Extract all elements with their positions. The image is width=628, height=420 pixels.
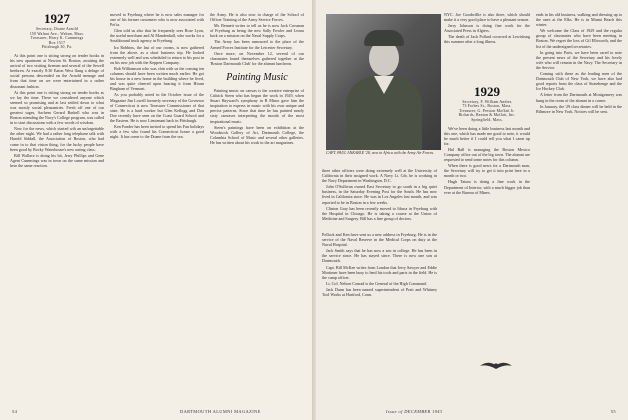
article-paragraph: Glen told us also that he frequently sees Rose Lyon, the useful merchant and Al Mandenhall, who works for a Southbound truck agency in Fryeburg.: [110, 28, 204, 44]
article-paragraph: In January, the '29 class dinner will be held in the Biltmore in New York. Notices will be sent.: [536, 103, 622, 114]
right-column-d: [536, 12, 622, 352]
officer-line: Treasurer, G. Preston Moffatt Jr.: [459, 108, 515, 113]
officer-line: Secretary, F. William Andres: [462, 99, 512, 104]
article-paragraph: Bill Wallace is doing his bit, Jerry Phillips and Gene Agent Cummings was in town on the same mission and hear the same reaction.: [10, 152, 104, 168]
officer-line: Box 1517: [48, 40, 66, 45]
article-paragraph: Painting music on canvas is the creative enterprise of Caltrick Steen who has begun the work in 1929, when Stuart Hayward's symphony in B Minor gave him the inspiration to express in music with his own unique and precise patterns. Since that time he has painted nearly sixty canvases interpreting the moods of the most inspirational music.: [210, 87, 304, 124]
article-paragraph: John O'Sullivan owned East Secretary to go south in a big quiet business, in the Saturday Evening Post for the South. He has now lived in California since. He was in Los Angeles last month, and was reported to be in Boston in a few weeks.: [322, 184, 437, 205]
article-paragraph: three other officers were doing extremely well at the University of California in their assigned work. A Navy Lt. Cdr, he is working in the Navy Department in Washington, D.C.: [322, 168, 437, 184]
article-paragraph: The Army has been rumoured to the place of the Armed Forces Institute for the Leicester Secretary.: [210, 39, 304, 50]
officer-line: Richards, Benton & Moffatt, Inc.: [458, 113, 516, 118]
article-paragraph: Once more, on November 12, several of our classmates found themselves gathered together at the 'Boston Dartmouth Club' for the alumni luncheon.: [210, 50, 304, 66]
article-paragraph: Hugh Tatum is doing a fine work in the Department of Interior, with a much bigger job than ever at the Bureau of Mines.: [444, 179, 530, 195]
officer-line: 150 Walnut Ave., Wabun, Mass.: [29, 31, 85, 36]
article-paragraph: Bob Williamson who was chin with us the coming ten columns should have been written much earlier. He got his house in a new home in the building where he lived, and was quite cheered upon hearing it from Hiram Bingham of Vermont.: [110, 65, 204, 92]
left-column-2: [110, 12, 204, 407]
officer-line: Pittsburgh 30, Pa.: [41, 45, 73, 50]
article-paragraph: Now for the news, which started wih an unforgettable the other night. We had a rather long telephone talk with Harold Siddall, the Association of Boston, who had come in to that vision thing, for the lucky people have been good by Rocky Waterhouse's new outing class.: [10, 126, 104, 152]
class-year-heading: 1929: [474, 83, 500, 99]
right-column-b: [322, 232, 437, 398]
article-paragraph: moved to Fryeburg where he is now sales manager for one of his former customers who is now associated with Pot'ta.: [110, 12, 204, 28]
page-number-right: 55: [610, 409, 616, 414]
article-paragraph: Lt. Col. Nelson Conrad is the General of the High Command.: [326, 280, 427, 286]
article-paragraph: When there is good news for a Dartmouth man, the Secretary will try to get it into print here in a month or two.: [444, 163, 530, 179]
article-paragraph: Coming with these as the leading men of the Dartmouth Club of New York, we have also had good reports from the class of Stonehenge and the Ice Hockey Club.: [536, 71, 622, 92]
article-paragraph: Pollock and Ken have sent us a new address in Fryeburg. He is in the service of the Naval Reserve in the Medical Corps on duty at the Naval Hospital.: [322, 232, 437, 248]
left-page: [0, 0, 312, 420]
article-paragraph: Steen's paintings have been on exhibition at the Woodstock Gallery of Art, Dartmouth College, the Columbia School of Music and several other galleries. He has written about his work in the art magazines.: [210, 124, 304, 145]
officer-line: 73 Forbes St., Boston, Mass.: [462, 104, 512, 109]
left-column-1: [10, 12, 104, 407]
article-paragraph: Mr. Bennett writes to tell us he is now Jack Crosman of Fryeburg as being the new Sally Fowler and Leona back on a mission on the Naval Supply Corps.: [210, 23, 304, 39]
article-paragraph: We welcome the Class of 1929 and the regular group of classmates who have been meeting in Boston. We regret the loss of Gil Ellsworth, and the list of the undersigned secretaries.: [536, 28, 622, 49]
photo-caption: CAPT. PAUL ANKABLE '28, now in Africa with the Army Air Forces.: [326, 151, 435, 155]
officer-line: Springfield, Mass.: [471, 117, 503, 122]
article-paragraph: Jack Dunn has been named superintendent of Pratt and Whitney Tool Works at Hartford, Conn.: [322, 286, 437, 298]
issue-date-footer: Issue of DECEMBER 1943: [386, 409, 443, 414]
article-paragraph: the Army. He is also now in charge of the School of Officer Training of the Army Service Forces.: [210, 12, 304, 23]
eagle-ornament-icon: [478, 360, 514, 372]
article-paragraph: Clinton Gray has been recently moved to Ithaca in Fryeburg with the Hospital in Chicago. He is taking a course at the Union of Medicine and Surgery. Bill has a fine group of doctors.: [322, 205, 437, 221]
class-year-heading: 1927: [44, 12, 70, 26]
article-paragraph: At this point one is sitting strong on tender hooks in his new apartment at Newton St. Boston, awaiting the arrival of two visiting firemen and several of the Sewell brethren. At exactly 8:30 Eaton West flung a deluge of social persons descended on the Arnold menage and from that time on we were entertained in a rather dissonant fashion.: [10, 52, 104, 89]
officer-line: Treasurer, Harry K. Cummings: [30, 36, 84, 41]
article-paragraph: We've been doing a little business last month and this one, which has made me good to note, it would be much better if I could tell you what I came up for.: [444, 125, 530, 146]
class-officers: [444, 100, 530, 123]
article-paragraph: As you probably noted in the October issue of the Magazine Jim Lowell formerly secretary of the Governor of Connecticut is now Treasurer Commissioner of that state. He is a hard worker but Glen Kellogg and Don Doe recently have seen on the Coast Guard School and the Eastern. He is now Lieutenant back in Pittsburgh.: [110, 92, 204, 123]
article-paragraph: Jack Smith says that he has now a son in college. He has been in the service since. He has stayed since. There is now one son at Dartmouth.: [322, 248, 437, 264]
magazine-title-footer: DARTMOUTH ALUMNI MAGAZINE: [180, 409, 261, 414]
article-paragraph: Hal Ball is managing the Boston Mexico Company office out of the big town. The alumni are requested to send some notes for this column.: [444, 146, 530, 163]
article-paragraph: Jerry Johnson is doing fine work for the Associated Press in Algiers.: [444, 23, 530, 34]
article-paragraph: NYC. Joe Goodwillie is also there, which should make it a very good place to have a pleasant season.: [444, 12, 530, 23]
article-paragraph: In going into Paris, we have been cared to note the present news of the Secretary and his lovely wife who will remain in the Navy. The Secretary in the Service.: [536, 49, 622, 70]
article-paragraph: The death of Jack Pollard occurred at Lewisburg this summer after a long illness.: [444, 34, 530, 45]
article-paragraph: At this point one is sitting strong on tender hooks as we lay the time. There we considered anyone which seemed so promising and at last settled down to what was mostly social pleasantries. Fresh off one of our greatest sages, Sachem Gerard Barkell who was in Boston attending the Navy's College program, was called in to start discussions with a few words of wisdom.: [10, 89, 104, 126]
feature-title: Painting Music: [226, 71, 288, 83]
officer-line: Secretary, Doane Arnold: [36, 27, 78, 31]
article-paragraph: Ken Fonder has been invited to spend his Fun holidays with a few who found his Connecticut house a good night. It has come to the Doane from the sea.: [110, 123, 204, 140]
article-paragraph: Ira Robbins, the last of our rooms, is now gathered from the above, as a short business trip. He looked extremely well and was scheduled to return to his post in on his new job with the Keppen Company.: [110, 44, 204, 65]
page-number-left: 54: [12, 409, 18, 414]
article-paragraph: Capt. Bill McKee writes from London that Jerry Sawyer and Eddie Mortimer have been busy to lend his tools and parts in the field. He is the camp officer.: [322, 264, 437, 280]
article-paragraph: ends in his old business, walking and dressing up to the ones at the Elks. He is in Miami Beach this winter.: [536, 12, 622, 28]
class-officers: [10, 27, 104, 50]
photo-figure-cap: [364, 30, 404, 46]
article-paragraph: A letter from the Dartmouth at Montgomery was hung in the room of the alumni in a corner.: [536, 92, 622, 103]
portrait-photo: [326, 14, 441, 150]
right-column-c: [444, 12, 530, 407]
left-column-3: [210, 12, 304, 407]
